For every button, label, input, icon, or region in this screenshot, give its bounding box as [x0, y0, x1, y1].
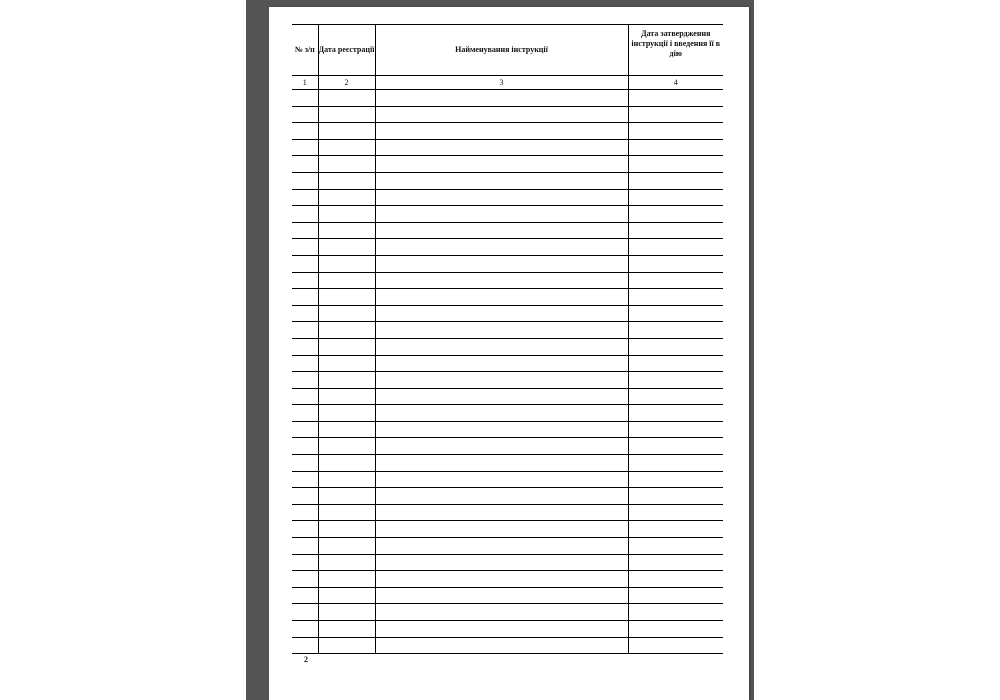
header-number: № з/п: [292, 25, 318, 76]
table-cell: [292, 123, 318, 140]
table-cell: [628, 206, 723, 223]
table-cell: [292, 587, 318, 604]
table-cell: [292, 538, 318, 555]
table-row: [292, 554, 723, 571]
table-cell: [375, 206, 628, 223]
table-cell: [628, 604, 723, 621]
table-cell: [628, 455, 723, 472]
table-cell: [292, 255, 318, 272]
table-row: [292, 538, 723, 555]
table-cell: [375, 504, 628, 521]
table-cell: [292, 405, 318, 422]
table-cell: [292, 305, 318, 322]
table-row: [292, 139, 723, 156]
table-cell: [628, 637, 723, 654]
header-approval-date: Дата затвердження інструкції і введення її в дію: [628, 25, 723, 76]
table-cell: [318, 388, 375, 405]
table-cell: [628, 139, 723, 156]
table-cell: [318, 272, 375, 289]
table-cell: [375, 305, 628, 322]
table-cell: [628, 106, 723, 123]
table-cell: [375, 139, 628, 156]
table-cell: [375, 239, 628, 256]
table-cell: [628, 521, 723, 538]
table-cell: [628, 471, 723, 488]
table-cell: [318, 289, 375, 306]
table-cell: [375, 372, 628, 389]
column-numbers-row: [292, 76, 723, 90]
table-row: [292, 438, 723, 455]
table-row: [292, 222, 723, 239]
table-row: [292, 272, 723, 289]
header-registration-date: Дата реєстрації: [318, 25, 375, 76]
table-cell: [628, 172, 723, 189]
table-row: [292, 206, 723, 223]
table-cell: [375, 621, 628, 638]
table-cell: [375, 604, 628, 621]
table-cell: [628, 272, 723, 289]
table-cell: [628, 305, 723, 322]
table-cell: [318, 372, 375, 389]
table-cell: [318, 222, 375, 239]
table-cell: [292, 372, 318, 389]
document-page: [269, 7, 749, 700]
table-cell: [375, 488, 628, 505]
table-row: [292, 106, 723, 123]
table-cell: [628, 571, 723, 588]
table-row: [292, 239, 723, 256]
table-cell: [318, 571, 375, 588]
table-cell: [375, 587, 628, 604]
table-cell: [628, 156, 723, 173]
table-cell: [628, 538, 723, 555]
table-row: [292, 355, 723, 372]
table-cell: [628, 322, 723, 339]
table-cell: [318, 637, 375, 654]
table-cell: [375, 322, 628, 339]
table-cell: [375, 438, 628, 455]
instructions-register-table: [292, 24, 723, 654]
table-cell: [628, 621, 723, 638]
table-cell: [292, 338, 318, 355]
table-row: [292, 504, 723, 521]
table-cell: [628, 289, 723, 306]
table-row: [292, 255, 723, 272]
table-cell: [292, 206, 318, 223]
table-cell: [375, 571, 628, 588]
table-cell: [318, 139, 375, 156]
table-cell: [292, 189, 318, 206]
table-cell: [318, 322, 375, 339]
table-cell: [292, 156, 318, 173]
table-cell: [292, 571, 318, 588]
table-cell: [318, 504, 375, 521]
table-cell: [375, 388, 628, 405]
table-row: [292, 637, 723, 654]
table-cell: [375, 455, 628, 472]
table-row: [292, 372, 723, 389]
table-cell: [375, 106, 628, 123]
table-row: [292, 405, 723, 422]
table-cell: [628, 355, 723, 372]
table-cell: [292, 604, 318, 621]
table-cell: [292, 471, 318, 488]
table-cell: [318, 305, 375, 322]
table-cell: [292, 554, 318, 571]
table-cell: [628, 372, 723, 389]
table-row: [292, 172, 723, 189]
table-header-row: [292, 25, 723, 76]
table-cell: [292, 172, 318, 189]
table-cell: [292, 455, 318, 472]
table-cell: [628, 488, 723, 505]
table-cell: [628, 587, 723, 604]
table-cell: [292, 289, 318, 306]
table-cell: [318, 239, 375, 256]
table-row: [292, 90, 723, 107]
table-cell: [292, 521, 318, 538]
table-cell: [375, 355, 628, 372]
table-cell: [628, 90, 723, 107]
table-cell: [292, 621, 318, 638]
table-cell: [318, 421, 375, 438]
table-cell: [292, 272, 318, 289]
table-cell: [318, 455, 375, 472]
table-cell: [375, 272, 628, 289]
table-cell: [318, 521, 375, 538]
column-number-2: 2: [318, 76, 375, 90]
table-cell: [375, 90, 628, 107]
table-cell: [375, 538, 628, 555]
table-cell: [318, 255, 375, 272]
table-cell: [628, 405, 723, 422]
table-cell: [318, 206, 375, 223]
table-cell: [628, 438, 723, 455]
table-cell: [292, 637, 318, 654]
table-cell: [375, 156, 628, 173]
table-row: [292, 322, 723, 339]
table-cell: [292, 139, 318, 156]
table-cell: [628, 255, 723, 272]
table-row: [292, 338, 723, 355]
table-cell: [318, 338, 375, 355]
table-cell: [628, 388, 723, 405]
table-cell: [318, 156, 375, 173]
table-cell: [292, 488, 318, 505]
table-cell: [375, 554, 628, 571]
table-cell: [318, 90, 375, 107]
table-cell: [318, 405, 375, 422]
table-row: [292, 488, 723, 505]
column-number-3: 3: [375, 76, 628, 90]
table-cell: [375, 471, 628, 488]
table-row: [292, 521, 723, 538]
table-row: [292, 604, 723, 621]
table-row: [292, 621, 723, 638]
table-cell: [375, 521, 628, 538]
table-cell: [292, 421, 318, 438]
column-number-4: 4: [628, 76, 723, 90]
table-cell: [375, 338, 628, 355]
table-cell: [292, 322, 318, 339]
table-cell: [318, 123, 375, 140]
table-cell: [292, 90, 318, 107]
table-cell: [318, 189, 375, 206]
table-cell: [318, 554, 375, 571]
table-row: [292, 123, 723, 140]
table-row: [292, 156, 723, 173]
page-number: 2: [304, 655, 308, 664]
table-cell: [292, 438, 318, 455]
table-cell: [628, 421, 723, 438]
table-cell: [318, 587, 375, 604]
table-row: [292, 388, 723, 405]
table-row: [292, 189, 723, 206]
table-cell: [628, 189, 723, 206]
table-cell: [318, 172, 375, 189]
table-row: [292, 421, 723, 438]
table-cell: [375, 637, 628, 654]
table-cell: [318, 355, 375, 372]
table-cell: [292, 239, 318, 256]
table-cell: [628, 554, 723, 571]
table-cell: [318, 621, 375, 638]
table-cell: [628, 123, 723, 140]
table-cell: [292, 355, 318, 372]
table-cell: [318, 604, 375, 621]
table-row: [292, 289, 723, 306]
table-cell: [375, 172, 628, 189]
table-cell: [628, 504, 723, 521]
table-row: [292, 471, 723, 488]
table-cell: [628, 222, 723, 239]
table-cell: [318, 488, 375, 505]
table-cell: [292, 222, 318, 239]
table-cell: [375, 405, 628, 422]
table-row: [292, 587, 723, 604]
table-cell: [318, 106, 375, 123]
table-cell: [318, 438, 375, 455]
table-cell: [375, 123, 628, 140]
table-row: [292, 571, 723, 588]
header-instruction-name: Найменування інструкції: [375, 25, 628, 76]
table-cell: [375, 289, 628, 306]
table-cell: [292, 388, 318, 405]
column-number-1: 1: [292, 76, 318, 90]
table-cell: [628, 239, 723, 256]
table-row: [292, 455, 723, 472]
table-cell: [318, 538, 375, 555]
table-cell: [375, 189, 628, 206]
table-cell: [628, 338, 723, 355]
table-cell: [375, 421, 628, 438]
table-cell: [375, 222, 628, 239]
table-cell: [318, 471, 375, 488]
table-cell: [375, 255, 628, 272]
table-cell: [292, 106, 318, 123]
table-row: [292, 305, 723, 322]
table-cell: [292, 504, 318, 521]
